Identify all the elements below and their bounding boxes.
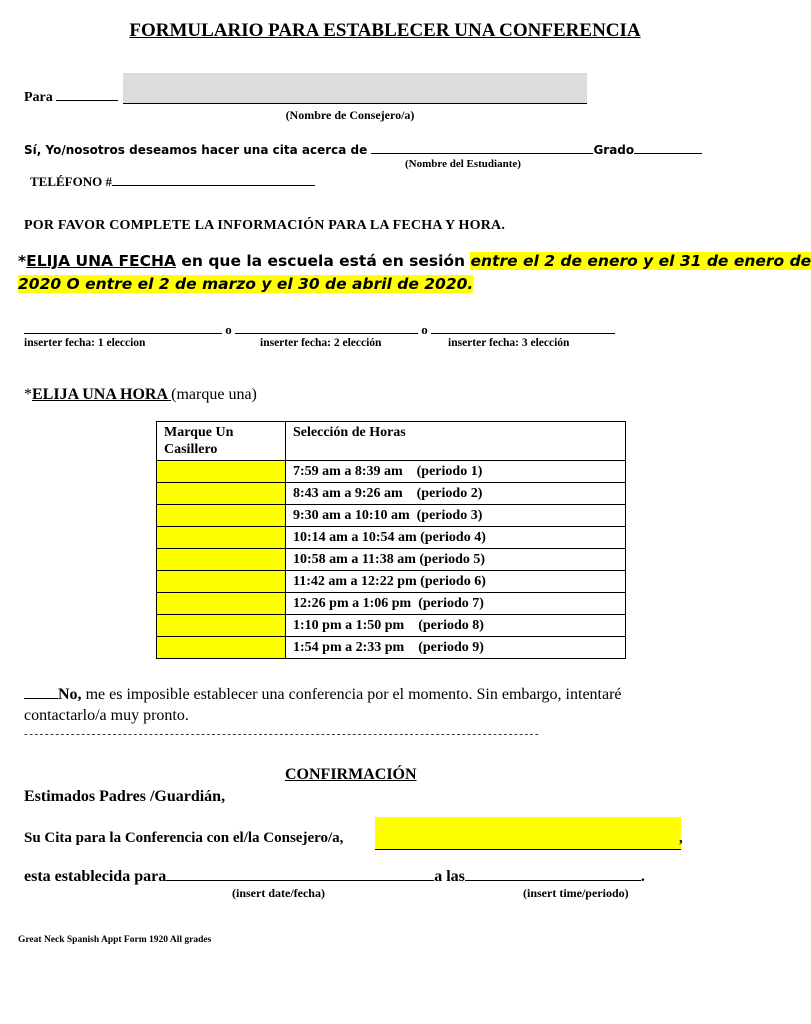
table-row (157, 571, 626, 593)
time-caption: (insert time/periodo) (523, 886, 629, 900)
period-6-checkbox[interactable] (157, 571, 286, 593)
no-option-checkbox[interactable] (24, 684, 58, 699)
period-2-time: 8:43 am a 9:26 am (periodo 2) (286, 483, 626, 505)
no-option-text-2: contactarlo/a muy pronto. (24, 707, 189, 724)
confirmation-heading: CONFIRMACIÓN (285, 766, 417, 783)
date-range-highlight-2: 2020 O entre el 2 de marzo y el 30 de abril de 2020. (18, 275, 474, 293)
counselor-caption: (Nombre de Consejero/a) (285, 108, 415, 122)
confirmed-date-field[interactable] (166, 866, 434, 881)
period-9-time: 1:54 pm a 2:33 pm (periodo 9) (286, 637, 626, 659)
appointment-text: Su Cita para la Conferencia con el/la Consejero/a, (24, 830, 344, 846)
period-6-time: 11:42 am a 12:22 pm (periodo 6) (286, 571, 626, 593)
period-2-checkbox[interactable] (157, 483, 286, 505)
date-separator-1: o (225, 322, 232, 337)
counselor-name-field[interactable] (123, 73, 587, 104)
request-row (24, 141, 702, 157)
period-7-checkbox[interactable] (157, 593, 286, 615)
footer: Great Neck Spanish Appt Form 1920 All grades (18, 935, 212, 945)
set-for-text: esta establecida para (24, 868, 167, 885)
table-row (157, 461, 626, 483)
period-1-checkbox[interactable] (157, 461, 286, 483)
grade-label: Grado (593, 143, 635, 157)
no-option (24, 684, 744, 726)
grade-field[interactable] (634, 141, 702, 154)
date-choice-2-field[interactable] (235, 321, 418, 334)
header-mark-box: Marque Un Casillero (157, 422, 286, 461)
period-4-time: 10:14 am a 10:54 am (periodo 4) (286, 527, 626, 549)
request-text: Sí, Yo/nosotros deseamos hacer una cita acerca de (24, 143, 368, 157)
period-5-time: 10:58 am a 11:38 am (periodo 5) (286, 549, 626, 571)
period-8-time: 1:10 pm a 1:50 pm (periodo 8) (286, 615, 626, 637)
date-caption: (insert date/fecha) (232, 886, 325, 900)
at-text: a las (434, 868, 465, 885)
period-4-checkbox[interactable] (157, 527, 286, 549)
date-heading-link: ELIJA UNA FECHA (26, 252, 176, 270)
para-row (24, 86, 118, 106)
table-row (157, 637, 626, 659)
confirmed-time-field[interactable] (465, 866, 641, 881)
period-5-checkbox[interactable] (157, 549, 286, 571)
date-choice-1-field[interactable] (24, 321, 222, 334)
appointment-row (24, 830, 343, 847)
time-heading-star: * (24, 386, 32, 403)
para-label: Para (24, 90, 53, 105)
date-caption-1: inserter fecha: 1 eleccion (24, 337, 146, 349)
period-3-time: 9:30 am a 10:10 am (periodo 3) (286, 505, 626, 527)
date-heading (18, 250, 811, 296)
date-range-highlight-1: entre el 2 de enero y el 31 de enero de (470, 252, 811, 270)
confirmed-counselor-field[interactable] (375, 817, 681, 850)
period-1-time: 7:59 am a 8:39 am (periodo 1) (286, 461, 626, 483)
table-row (157, 549, 626, 571)
table-row (157, 505, 626, 527)
table-row (157, 483, 626, 505)
header-time-selection: Selección de Horas (286, 422, 626, 461)
phone-row (30, 172, 315, 190)
greeting: Estimados Padres /Guardián, (24, 788, 226, 805)
instructions: POR FAVOR COMPLETE LA INFORMACIÓN PARA LA FECHA Y HORA. (24, 218, 506, 233)
time-table-header (157, 422, 626, 461)
time-heading-hint: (marque una) (171, 386, 257, 403)
form-title: FORMULARIO PARA ESTABLECER UNA CONFERENCIA (129, 20, 641, 41)
period-9-checkbox[interactable] (157, 637, 286, 659)
para-blank (56, 86, 118, 101)
date-heading-text: en que la escuela está en sesión (175, 252, 471, 270)
set-for-period: . (640, 868, 645, 885)
time-heading-link: ELIJA UNA HORA (32, 386, 172, 403)
period-8-checkbox[interactable] (157, 615, 286, 637)
phone-label: TELÉFONO # (30, 174, 112, 189)
appointment-comma: , (679, 830, 683, 846)
date-choice-3-field[interactable] (431, 321, 615, 334)
table-row (157, 615, 626, 637)
no-option-text-1: me es imposible establecer una conferencia por el momento. Sin embargo, intentaré (81, 686, 622, 703)
phone-field[interactable] (112, 172, 315, 186)
time-table (156, 421, 626, 659)
date-choices-row (24, 321, 615, 338)
period-3-checkbox[interactable] (157, 505, 286, 527)
divider-line: - - - - - - - - - - - - - - - - - - - - - - - - - - - - - - - - - - - - - - - - - - - - - - - - - - - - - - - - - - - - - - - - - - - - - - - - - - - - - - - - - - - - - - - - - - - - - - - - - - - (24, 728, 538, 740)
student-name-field[interactable] (371, 141, 593, 154)
no-option-bold: No, (58, 686, 82, 703)
set-for-row (24, 866, 645, 886)
date-heading-star: * (18, 252, 27, 270)
date-caption-2: inserter fecha: 2 elección (260, 337, 382, 349)
date-separator-2: o (421, 322, 428, 337)
student-caption: (Nombre del Estudiante) (405, 158, 521, 170)
date-caption-3: inserter fecha: 3 elección (448, 337, 570, 349)
table-row (157, 593, 626, 615)
period-7-time: 12:26 pm a 1:06 pm (periodo 7) (286, 593, 626, 615)
time-heading (24, 386, 257, 404)
table-row (157, 527, 626, 549)
